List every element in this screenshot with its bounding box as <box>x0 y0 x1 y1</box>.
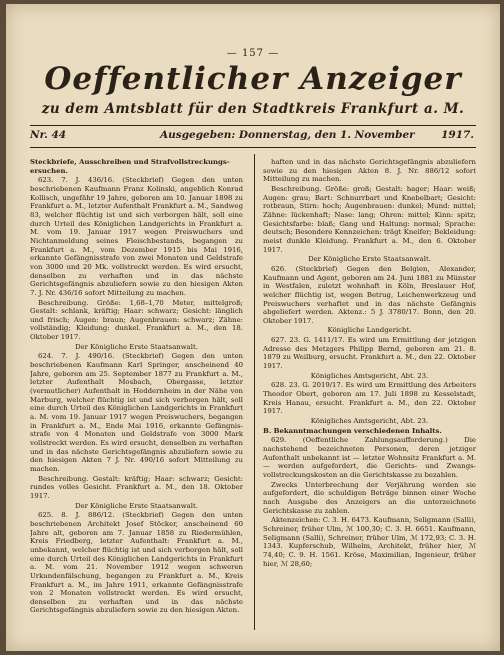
signature-line: Der Königliche Erste Staatsanwalt. <box>308 255 431 264</box>
issue-rule <box>30 147 476 148</box>
signature-line: Der Königliche Erste Staatsanwalt. <box>75 342 198 351</box>
notice-paragraph: 628. 23. G. 2019/17. Es wird um Ermittlung des Arbeiters Theodor Obert, geboren am 17. Juli 1898 zu Kesselstadt, Kreis Hanau, ersucht. Frankfurt a. M., den 22. Oktober 1917. <box>263 381 476 416</box>
notice-paragraph: Beschreibung. Größe: 1,68–1,70 Meter, mittelgroß; Gestalt: schlank, kräftig; Haar: schwarz; Gesicht: länglich und frisch; Augen: braun; Augenbrauen: schwarz; Zähne: vollständig; Kleidung: dunkel. Frankfurt a. M., den 18. Oktober 1917. <box>30 298 243 342</box>
notice-paragraph: 625. 8. J. 886/12. (Steckbrief) Gegen den unten beschriebenen Architekt Josef Stöcker, anscheinend 60 Jahre alt, geboren am 7. Januar 1858 zu Riedermühlen, Kreis Friedberg, letzter Aufenthalt: Frankfurt a. M., unbekannt, welcher flüchtig ist und sich verborgen hält, soll eine durch Urteil des Königlichen Landgerichts in Frankfurt a. M. vom 21. November 1912 wegen schweren Urkundenfälschung, begangen zu Frankfurt a. M., Kreis Frankfurt a. M., im Jahre 1911, erkannte Gefängnisstrafe von 2 Monaten vollstreckt werden. Es wird ersucht, denselben zu verhaften und in das nächste Gerichtsgefängnis abzuliefern sowie zu den hiesigen Akten. <box>30 511 243 615</box>
notice-paragraph: 623. 7. J. 436/16. (Steckbrief) Gegen den unten beschriebenen Kaufmann Franz Kolinski, angeblich Konrad Kollisch, ungefähr 19 Jahre, geboren am 10. Januar 1898 zu Frankfurt a. M., letzter Aufenthalt Frankfurt a. M., Sandweg 83, welcher flüchtig ist und sich verborgen hält, soll eine durch Urteil des Königlichen Landgerichts in Frankfurt a. M. vom 19. Januar 1917 wegen Preiswuchers und Nichtanmeldung seines Fleischbestands, begangen zu Frankfurt a. M., vom Dezember 1915 bis Mai 1916, erkannte Gefängnisstrafe von zwei Monaten und Geldstrafe von 3000 und 20 Mk. vollstreckt werden. Es wird ersucht, denselben zu verhaften und in das nächste Gerichtsgefängnis abzuliefern sowie zu den hiesigen Akten 7. J. Nr. 436/16 sofort Mitteilung zu machen. <box>30 176 243 297</box>
issue-date: Ausgegeben: Donnerstag, den 1. November <box>160 129 415 141</box>
notice-paragraph: Beschreibung. Größe: groß; Gestalt: hager; Haar: weiß; Augen: grau; Bart: Schnurrbart und Knebelbart; Gesicht: rotbraun, Stirn: hoch; Augenbrauen: dunkel; Mund: mittel; Zähne: lückenhaft; Nase: lang; Ohren: mittel; Kinn: spitz; Gesichtsfarbe: blaß; Gang und Haltung: normal; Sprache: deutsch; Besondere Kennzeichen: trägt Kneifer; Bekleidung: meist dunkle Kleidung. Frankfurt a. M., den 6. Oktober 1917. <box>263 184 476 254</box>
issue-year: 1917. <box>441 129 474 141</box>
issue-number: Nr. 44 <box>30 129 67 141</box>
page-title: Oeffentlicher Anzeiger <box>44 61 462 97</box>
top-rule <box>30 125 476 126</box>
page-number: — 157 — <box>226 48 280 59</box>
notice-paragraph: 624. 7. J. 490/16. (Steckbrief) Gegen den unten beschriebenen Kaufmann Karl Springer, anscheinend 40 Jahre, geboren am 25. September 1877 zu Frankfurt a. M., letzter Aufenthalt Mosbach, Obergasse, letzter (vermutlicher) Aufenthalt in Heddernheim in der Nähe von Marburg, welcher flüchtig ist und sich verborgen hält, soll eine durch Urteil des Königlichen Landgerichts in Frankfurt a. M. vom 19. Januar 1917 wegen Preiswuchers, begangen in Frankfurt a. M., Ende Mai 1916, erkannte Gefängnisstrafe von 4 Monaten und Geldstrafe von 3000 Mark vollstreckt werden. Es wird ersucht, denselben zu verhaften und in das nächste Gerichtsgefängnis abzuliefern sowie zu den hiesigen Akten 7 J. Nr. 490/16 sofort Mitteilung zu machen. <box>30 352 243 473</box>
document-page <box>6 4 500 651</box>
left-column <box>30 158 243 628</box>
notice-paragraph: 626. (Steckbrief) Gegen den Belgien, Alexander, Kaufmann und Agent, geboren am 24. Juni 1881 zu Münster in Westfalen, zuletzt wohnhaft in Köln, Breslauer Hof, welcher flüchtig ist, wegen Betrug, Leichenwerkzeug und Preiswuchers verhaftet und in das nächste Gefängnis abgeliefert werden. Aktenz.: 5 J. 3780/17. Bonn, den 20. Oktober 1917. <box>263 264 476 325</box>
signature-line: Königliches Amtsgericht, Abt. 23. <box>310 371 429 380</box>
notice-paragraph: Zwecks Unterbrechung der Verjährung werden sie aufgefordert, die schuldigen Beträge binnen einer Woche nach Ausgabe des Anzeigers an die unterzeichnete Gerichtskasse zu zahlen. <box>263 480 476 515</box>
section-heading: B. Bekanntmachungen verschiedenen Inhalts. <box>263 426 442 435</box>
page-subtitle: zu dem Amtsblatt für den Stadtkreis Frankfurt a. M. <box>41 101 465 117</box>
issue-bar <box>30 128 476 144</box>
column-divider <box>254 154 255 630</box>
signature-line: Der Königliche Erste Staatsanwalt. <box>75 501 198 510</box>
notice-paragraph: 629. (Oeffentliche Zahlungsaufforderung.) Die nachstehend bezeichneten Personen, deren jetziger Aufenthalt unbekannt ist — letzter Wohnsitz Frankfurt a. M. — werden aufgefordert, die Gerichts- und Zwangsvollstreckungskosten an die Gerichtskasse zu bezahlen. <box>263 436 476 479</box>
notice-paragraph: Aktenzeichen: C. 3. H. 6473. Kaufmann, Seligmann (Salli), Schreiner, früher Ulm, ℳ 100,30; C. 3. H. 6651. Kaufmann, Seligmann (Salli), Schreiner, früher Ulm, ℳ 172,93; C. 3. H. 1343. Kupferschub, Wilhelm, Architekt, früher hier, ℳ 74,40; C. 9. H. 1561. Kröse, Maximilian, Ingenieur, früher hier, ℳ 28,60; <box>263 516 476 568</box>
section-heading: Steckbriefe, Ausschreiben und Strafvollstreckungsersuchen. <box>30 158 230 175</box>
notice-paragraph: 627. 23. G. 1411/17. Es wird um Ermittlung der jetzigen Adresse des Metzgers Philipp Bernd, geboren am 21. 8. 1879 zu Weilburg, ersucht. Frankfurt a. M., den 22. Oktober 1917. <box>263 336 476 371</box>
right-column <box>263 158 476 628</box>
notice-paragraph: Beschreibung. Gestalt: kräftig; Haar: schwarz; Gesicht: rundes volles Gesicht. Frankfurt a. M., den 18. Oktober 1917. <box>30 474 243 500</box>
signature-line: Königliches Amtsgericht, Abt. 23. <box>310 417 429 426</box>
signature-line: Königliche Landgericht. <box>327 326 412 335</box>
notice-paragraph: haften und in das nächste Gerichtsgefängnis abzuliefern sowie zu den hiesigen Akten 8. J. Nr. 886/12 sofort Mitteilung zu machen. <box>263 158 476 184</box>
